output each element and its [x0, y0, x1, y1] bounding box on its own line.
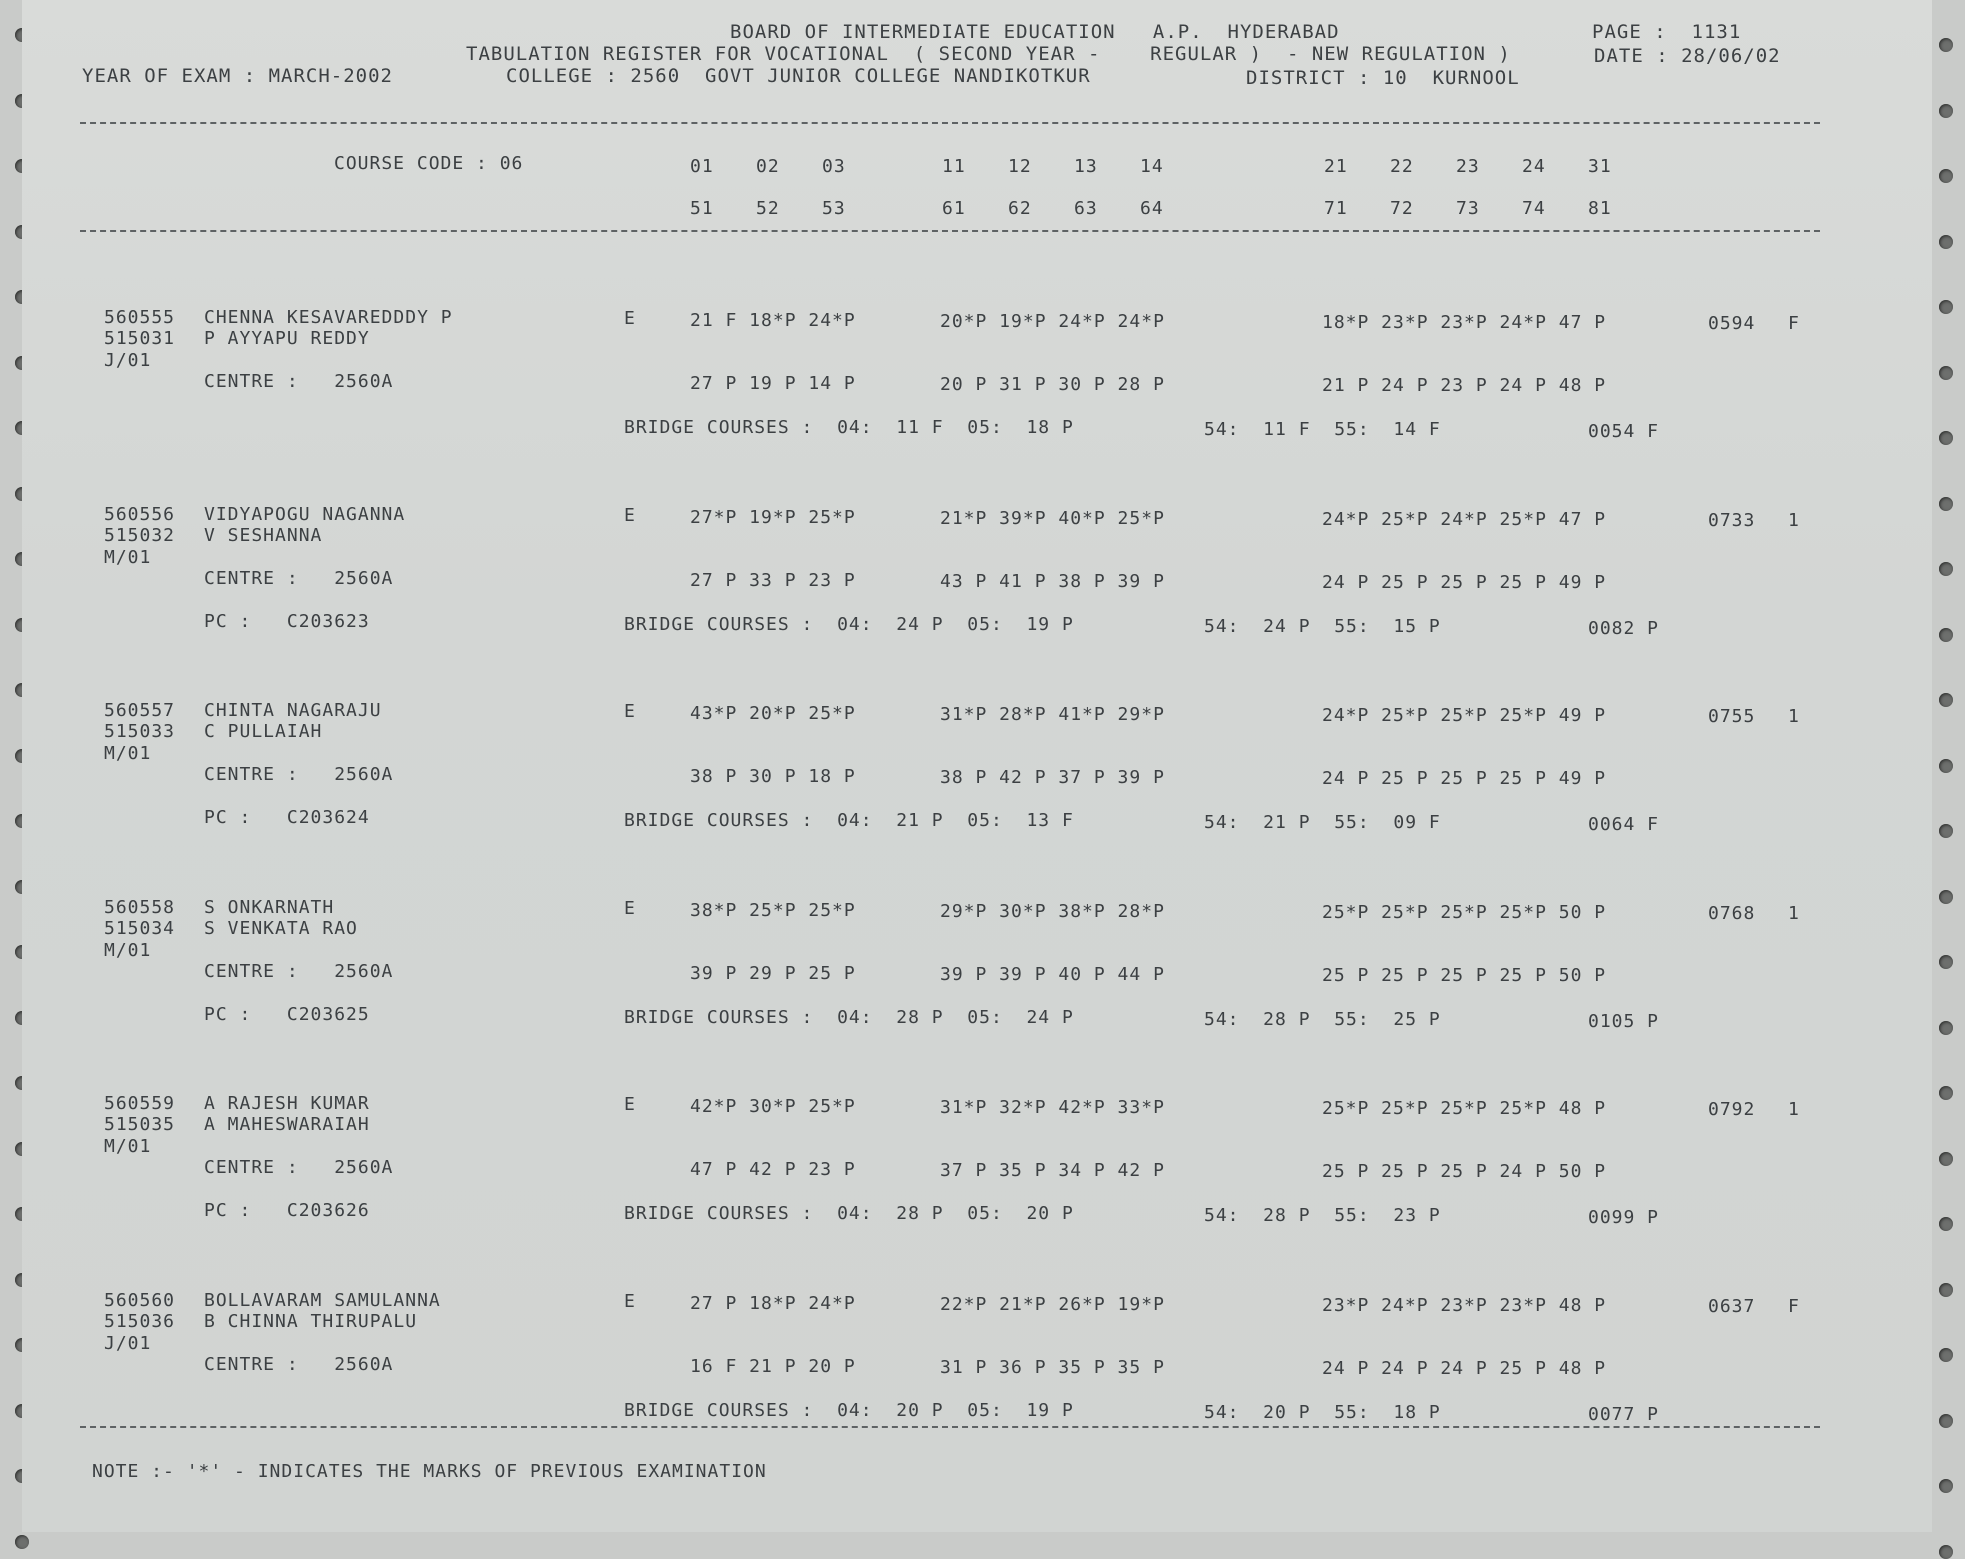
marks-current-part3: 25*P 25*P 25*P 25*P 48 P [1322, 1098, 1607, 1119]
exam-centre: CENTRE : 2560A [204, 567, 394, 589]
punch-hole [1939, 955, 1953, 969]
bridge-courses: BRIDGE COURSES : 04: 28 P 05: 24 P [624, 1006, 1074, 1028]
punch-hole [1939, 1545, 1953, 1559]
student-name: CHINTA NAGARAJU [204, 700, 382, 721]
student-name: CHENNA KESAVAREDDDY P [204, 307, 453, 328]
punch-hole [1939, 759, 1953, 773]
course-code-bottom: 81 [1588, 198, 1612, 219]
course-code-bottom: 62 [1008, 198, 1032, 219]
result-code: 1 [1788, 1099, 1800, 1120]
marks-previous-part1: 27 P 33 P 23 P [690, 569, 856, 591]
course-code-bottom: 53 [822, 198, 846, 219]
course-code-top: 24 [1522, 156, 1546, 177]
punch-hole [1939, 890, 1953, 904]
medium-code: E [624, 1290, 636, 1312]
marks-previous-part3: 25 P 25 P 25 P 25 P 50 P [1322, 964, 1607, 986]
result-code: F [1788, 1295, 1800, 1317]
board-title: BOARD OF INTERMEDIATE EDUCATION A.P. HYDERABAD [730, 21, 1340, 43]
course-code-top: 03 [822, 156, 846, 177]
marks-current-part1: 27 P 18*P 24*P [690, 1292, 856, 1314]
marks-previous-part3: 25 P 25 P 25 P 24 P 50 P [1322, 1161, 1607, 1182]
medium-code: E [624, 701, 636, 722]
punch-hole [1939, 1348, 1953, 1362]
marks-current-part1: 43*P 20*P 25*P [690, 703, 856, 724]
punch-hole [1939, 1021, 1953, 1035]
exam-centre: CENTRE : 2560A [204, 764, 394, 785]
marks-current-part2: 21*P 39*P 40*P 25*P [940, 507, 1165, 529]
punch-hole [1939, 431, 1953, 445]
father-name: P AYYAPU REDDY [204, 328, 370, 349]
punch-hole [1939, 300, 1953, 314]
marks-current-part3: 24*P 25*P 25*P 25*P 49 P [1322, 705, 1607, 726]
marks-previous-part1: 39 P 29 P 25 P [690, 962, 856, 984]
father-name: V SESHANNA [204, 524, 323, 546]
bridge-courses-second: 54: 11 F 55: 14 F [1204, 419, 1441, 440]
exam-centre: CENTRE : 2560A [204, 960, 394, 982]
marks-current-part3: 18*P 23*P 23*P 24*P 47 P [1322, 312, 1607, 333]
year-of-exam: YEAR OF EXAM : MARCH-2002 [82, 65, 393, 87]
medium-code: E [624, 897, 636, 919]
punch-hole [1939, 562, 1953, 576]
group-code: M/01 [104, 546, 152, 568]
grand-total: 0594 [1708, 313, 1756, 334]
marks-current-part2: 29*P 30*P 38*P 28*P [940, 900, 1165, 922]
punch-hole [1939, 1479, 1953, 1493]
course-code-bottom: 52 [756, 198, 780, 219]
punch-hole [1939, 1217, 1953, 1231]
course-code-bottom: 73 [1456, 198, 1480, 219]
left-tractor-feed-strip [0, 0, 22, 1532]
exam-centre: CENTRE : 2560A [204, 1353, 394, 1375]
course-code-bottom: 72 [1390, 198, 1414, 219]
punch-hole [1939, 169, 1953, 183]
student-name: BOLLAVARAM SAMULANNA [204, 1289, 441, 1311]
punch-hole [1939, 497, 1953, 511]
course-code-bottom: 71 [1324, 198, 1348, 219]
marks-previous-part2: 39 P 39 P 40 P 44 P [940, 963, 1165, 985]
medium-code: E [624, 308, 636, 329]
roll-number: 515034 [104, 917, 176, 939]
course-code-top: 22 [1390, 156, 1414, 177]
print-date: DATE : 28/06/02 [1594, 45, 1781, 67]
course-code-bottom: 51 [690, 198, 714, 219]
marks-previous-part3: 24 P 25 P 25 P 25 P 49 P [1322, 571, 1607, 593]
group-code: J/01 [104, 1332, 152, 1354]
bridge-total: 0064 F [1588, 814, 1660, 835]
course-code-bottom: 74 [1522, 198, 1546, 219]
course-code-top: 01 [690, 156, 714, 177]
punch-hole [1939, 38, 1953, 52]
bridge-courses-second: 54: 28 P 55: 23 P [1204, 1205, 1441, 1226]
punch-hole [1939, 1152, 1953, 1166]
grand-total: 0637 [1708, 1295, 1756, 1317]
bridge-courses: BRIDGE COURSES : 04: 11 F 05: 18 P [624, 417, 1074, 438]
hall-ticket-number: 560558 [104, 896, 176, 918]
college-info: COLLEGE : 2560 GOVT JUNIOR COLLEGE NANDIKOTKUR [506, 65, 1091, 87]
marks-current-part1: 21 F 18*P 24*P [690, 310, 856, 331]
marks-current-part2: 31*P 28*P 41*P 29*P [940, 704, 1165, 725]
grand-total: 0768 [1708, 902, 1756, 924]
marks-previous-part2: 31 P 36 P 35 P 35 P [940, 1356, 1165, 1378]
marks-current-part1: 42*P 30*P 25*P [690, 1096, 856, 1117]
roll-number: 515035 [104, 1114, 176, 1135]
page-number: PAGE : 1131 [1592, 21, 1742, 43]
hall-ticket-number: 560556 [104, 503, 176, 525]
course-code-top: 02 [756, 156, 780, 177]
bridge-courses-second: 54: 28 P 55: 25 P [1204, 1008, 1441, 1030]
hall-ticket-number: 560559 [104, 1093, 176, 1114]
course-code-label: COURSE CODE : 06 [334, 153, 524, 174]
grand-total: 0792 [1708, 1099, 1756, 1120]
punch-hole [1939, 824, 1953, 838]
father-name: B CHINNA THIRUPALU [204, 1310, 418, 1332]
header-rule-top [80, 122, 1820, 124]
result-code: 1 [1788, 706, 1800, 727]
marks-current-part3: 25*P 25*P 25*P 25*P 50 P [1322, 901, 1607, 923]
marks-previous-part1: 27 P 19 P 14 P [690, 373, 856, 394]
exam-centre: CENTRE : 2560A [204, 1157, 394, 1178]
marks-previous-part2: 37 P 35 P 34 P 42 P [940, 1160, 1165, 1181]
student-name: VIDYAPOGU NAGANNA [204, 503, 406, 525]
course-code-top: 13 [1074, 156, 1098, 177]
roll-number: 515033 [104, 721, 176, 742]
punch-hole [1939, 628, 1953, 642]
bridge-total: 0082 P [1588, 617, 1660, 639]
course-code-top: 31 [1588, 156, 1612, 177]
course-code-top: 14 [1140, 156, 1164, 177]
pc-number: PC : C203624 [204, 807, 370, 828]
marks-previous-part2: 43 P 41 P 38 P 39 P [940, 570, 1165, 592]
marks-previous-part1: 16 F 21 P 20 P [690, 1355, 856, 1377]
punch-hole [1939, 1414, 1953, 1428]
course-code-top: 11 [942, 156, 966, 177]
father-name: S VENKATA RAO [204, 917, 358, 939]
bridge-courses-second: 54: 24 P 55: 15 P [1204, 615, 1441, 637]
medium-code: E [624, 1094, 636, 1115]
bridge-total: 0099 P [1588, 1207, 1660, 1228]
father-name: A MAHESWARAIAH [204, 1114, 370, 1135]
register-title: TABULATION REGISTER FOR VOCATIONAL ( SECOND YEAR - REGULAR ) - NEW REGULATION ) [466, 43, 1511, 65]
roll-number: 515031 [104, 328, 176, 349]
marks-current-part2: 20*P 19*P 24*P 24*P [940, 311, 1165, 332]
marks-current-part1: 27*P 19*P 25*P [690, 506, 856, 528]
bridge-total: 0105 P [1588, 1010, 1660, 1032]
right-tractor-feed-strip [1932, 0, 1965, 1532]
bridge-courses: BRIDGE COURSES : 04: 28 P 05: 20 P [624, 1203, 1074, 1224]
exam-centre: CENTRE : 2560A [204, 371, 394, 392]
punch-hole [15, 1535, 29, 1549]
course-code-top: 12 [1008, 156, 1032, 177]
hall-ticket-number: 560555 [104, 307, 176, 328]
course-code-top: 23 [1456, 156, 1480, 177]
hall-ticket-number: 560560 [104, 1289, 176, 1311]
punch-hole [1939, 1283, 1953, 1297]
pc-number: PC : C203625 [204, 1003, 370, 1025]
grand-total: 0733 [1708, 509, 1756, 531]
result-code: F [1788, 313, 1800, 334]
group-code: M/01 [104, 939, 152, 961]
bridge-courses-second: 54: 20 P 55: 18 P [1204, 1401, 1441, 1423]
punch-hole [1939, 366, 1953, 380]
father-name: C PULLAIAH [204, 721, 323, 742]
result-code: 1 [1788, 509, 1800, 531]
district-info: DISTRICT : 10 KURNOOL [1246, 67, 1520, 89]
header-rule-bottom [80, 230, 1820, 232]
marks-previous-part1: 38 P 30 P 18 P [690, 766, 856, 787]
student-name: S ONKARNATH [204, 896, 335, 918]
punch-hole [1939, 693, 1953, 707]
marks-current-part3: 24*P 25*P 24*P 25*P 47 P [1322, 508, 1607, 530]
pc-number: PC : C203623 [204, 610, 370, 632]
bridge-courses: BRIDGE COURSES : 04: 24 P 05: 19 P [624, 613, 1074, 635]
punch-hole [1939, 235, 1953, 249]
punch-hole [1939, 1086, 1953, 1100]
pc-number: PC : C203626 [204, 1200, 370, 1221]
group-code: J/01 [104, 350, 152, 371]
grand-total: 0755 [1708, 706, 1756, 727]
course-code-bottom: 64 [1140, 198, 1164, 219]
punch-hole [1939, 104, 1953, 118]
bridge-courses: BRIDGE COURSES : 04: 20 P 05: 19 P [624, 1399, 1074, 1421]
group-code: M/01 [104, 1136, 152, 1157]
bridge-total: 0054 F [1588, 421, 1660, 442]
roll-number: 515032 [104, 524, 176, 546]
marks-current-part3: 23*P 24*P 23*P 23*P 48 P [1322, 1294, 1607, 1316]
footnote: NOTE :- '*' - INDICATES THE MARKS OF PREVIOUS EXAMINATION [92, 1461, 767, 1482]
marks-previous-part2: 20 P 31 P 30 P 28 P [940, 374, 1165, 395]
marks-previous-part3: 24 P 24 P 24 P 25 P 48 P [1322, 1357, 1607, 1379]
footer-rule [80, 1426, 1820, 1428]
student-name: A RAJESH KUMAR [204, 1093, 370, 1114]
bridge-total: 0077 P [1588, 1403, 1660, 1425]
marks-current-part2: 22*P 21*P 26*P 19*P [940, 1293, 1165, 1315]
marks-previous-part1: 47 P 42 P 23 P [690, 1159, 856, 1180]
course-code-bottom: 61 [942, 198, 966, 219]
course-code-top: 21 [1324, 156, 1348, 177]
course-code-bottom: 63 [1074, 198, 1098, 219]
marks-previous-part3: 24 P 25 P 25 P 25 P 49 P [1322, 768, 1607, 789]
roll-number: 515036 [104, 1310, 176, 1332]
group-code: M/01 [104, 743, 152, 764]
marks-current-part2: 31*P 32*P 42*P 33*P [940, 1097, 1165, 1118]
bridge-courses-second: 54: 21 P 55: 09 F [1204, 812, 1441, 833]
marks-current-part1: 38*P 25*P 25*P [690, 899, 856, 921]
result-code: 1 [1788, 902, 1800, 924]
medium-code: E [624, 504, 636, 526]
marks-previous-part3: 21 P 24 P 23 P 24 P 48 P [1322, 375, 1607, 396]
bridge-courses: BRIDGE COURSES : 04: 21 P 05: 13 F [624, 810, 1074, 831]
marks-previous-part2: 38 P 42 P 37 P 39 P [940, 767, 1165, 788]
hall-ticket-number: 560557 [104, 700, 176, 721]
